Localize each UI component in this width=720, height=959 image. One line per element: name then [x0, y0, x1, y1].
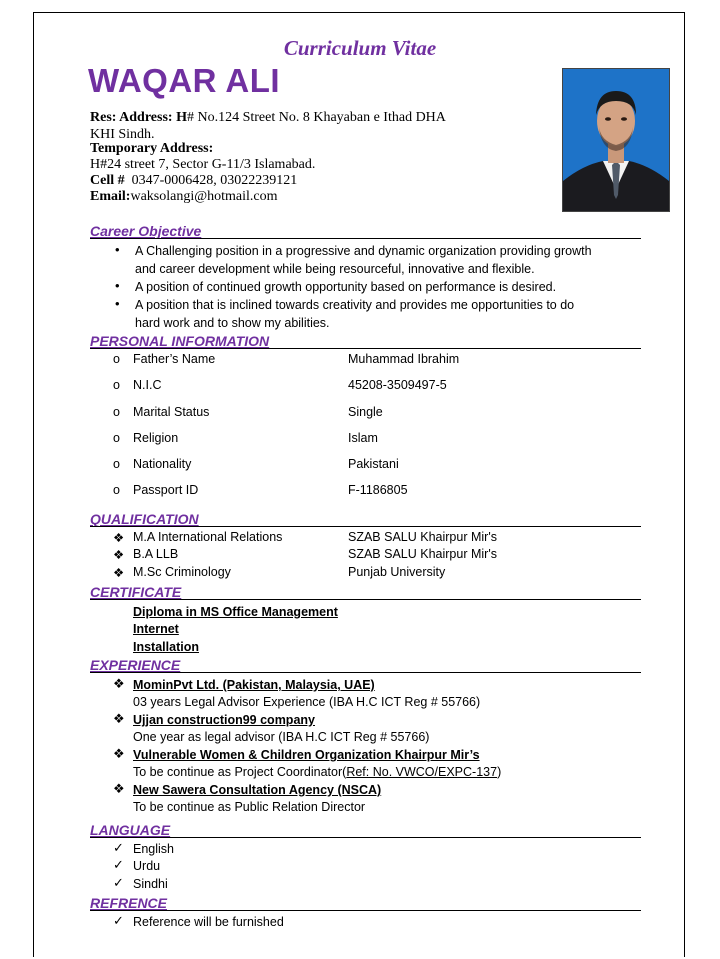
career-item-1-line-2: and career development while being resourceful, innovative and flexible. [135, 262, 535, 276]
personal-bullet: o [113, 483, 120, 497]
language-check-1: ✓ [113, 840, 124, 855]
personal-value: Single [348, 405, 383, 419]
qualification-degree: B.A LLB [133, 547, 179, 561]
personal-label: Father’s Name [133, 352, 216, 366]
career-bullet-2: • [115, 278, 120, 293]
qualification-degree: M.Sc Criminology [133, 565, 231, 579]
personal-info-heading: PERSONAL INFORMATION [90, 333, 270, 349]
personal-bullet: o [113, 457, 120, 471]
experience-org-4: New Sawera Consultation Agency (NSCA) [133, 783, 382, 797]
personal-bullet: o [113, 378, 120, 392]
career-objective-rule [90, 238, 641, 239]
res-address-value: # No.124 Street No. 8 Khayaban e Ithad DHA [186, 110, 446, 125]
personal-value: 45208-3509497-5 [348, 378, 447, 392]
qualification-institute: SZAB SALU Khairpur Mir's [348, 547, 497, 561]
language-item-1: English [133, 842, 174, 856]
reference-heading: REFRENCE [90, 895, 168, 911]
personal-label: Religion [133, 431, 179, 445]
portrait-image [563, 69, 669, 211]
personal-info-rule [90, 348, 641, 349]
reference-check-1: ✓ [113, 913, 124, 928]
cell-line [90, 172, 297, 189]
personal-label: Nationality [133, 457, 192, 471]
career-item-3-line-2: hard work and to show my abilities. [135, 316, 330, 330]
qualification-bullet: ❖ [113, 566, 125, 580]
career-bullet-3: • [115, 296, 120, 311]
language-heading: LANGUAGE [90, 822, 171, 838]
personal-value: F-1186805 [348, 483, 408, 497]
qualification-rule [90, 526, 641, 527]
cell-value: 0347-0006428, 03022239121 [131, 173, 298, 188]
personal-label: Marital Status [133, 405, 210, 419]
residential-address-line [90, 109, 446, 126]
qualification-institute: Punjab University [348, 565, 446, 579]
reference-rule [90, 910, 641, 911]
language-rule [90, 837, 641, 838]
personal-bullet: o [113, 431, 120, 445]
certificate-rule [90, 599, 641, 600]
language-check-3: ✓ [113, 875, 124, 890]
certificate-item-1: Diploma in MS Office Management [133, 605, 338, 619]
language-check-2: ✓ [113, 857, 124, 872]
personal-label: N.I.C [133, 378, 162, 392]
candidate-name: WAQAR ALI [88, 62, 281, 99]
temporary-address-label: Temporary Address: [90, 141, 214, 156]
experience-detail-4: To be continue as Public Relation Director [133, 800, 366, 814]
experience-bullet-1: ❖ [113, 676, 125, 691]
experience-heading: EXPERIENCE [90, 657, 181, 673]
personal-label: Passport ID [133, 483, 199, 497]
qualification-degree: M.A International Relations [133, 530, 283, 544]
experience-detail-2: One year as legal advisor (IBA H.C ICT Reg # 55766) [133, 730, 430, 744]
qualification-heading: QUALIFICATION [90, 511, 199, 527]
certificate-item-3: Installation [133, 640, 199, 654]
career-item-1-line-1: A Challenging position in a progressive and dynamic organization providing growth [135, 244, 592, 258]
qualification-bullet: ❖ [113, 531, 125, 545]
document-title: Curriculum Vitae [283, 36, 437, 60]
experience-detail-3: To be continue as Project Coordinator(Ref: No. VWCO/EXPC-137) [133, 765, 502, 779]
personal-bullet: o [113, 352, 120, 366]
res-address-label: Res: Address: H [90, 110, 187, 125]
personal-value: Islam [348, 431, 378, 445]
experience-org-2: Ujjan construction99 company [133, 713, 315, 727]
career-objective-heading: Career Objective [90, 223, 202, 239]
certificate-item-2: Internet [133, 622, 179, 636]
language-item-3: Sindhi [133, 877, 168, 891]
language-item-2: Urdu [133, 859, 161, 873]
personal-value: Pakistani [348, 457, 399, 471]
email-label: Email: [90, 189, 131, 204]
experience-bullet-4: ❖ [113, 781, 125, 796]
certificate-heading: CERTIFICATE [90, 584, 182, 600]
personal-bullet: o [113, 405, 120, 419]
temporary-address-value: H#24 street 7, Sector G-11/3 Islamabad. [90, 157, 316, 172]
career-item-2-line-1: A position of continued growth opportunity based on performance is desired. [135, 280, 557, 294]
career-bullet-1: • [115, 242, 120, 257]
experience-rule [90, 672, 641, 673]
cell-label: Cell # [90, 173, 125, 188]
career-item-3-line-1: A position that is inclined towards creativity and provides me opportunities to do [135, 298, 575, 312]
profile-photo [562, 68, 670, 212]
personal-value: Muhammad Ibrahim [348, 352, 460, 366]
reference-item-1: Reference will be furnished [133, 915, 284, 929]
email-value: waksolangi@hotmail.com [130, 189, 278, 204]
experience-org-1: MominPvt Ltd. (Pakistan, Malaysia, UAE) [133, 678, 375, 692]
experience-bullet-2: ❖ [113, 711, 125, 726]
email-line [90, 188, 278, 205]
experience-bullet-3: ❖ [113, 746, 125, 761]
experience-detail-1: 03 years Legal Advisor Experience (IBA H.C ICT Reg # 55766) [133, 695, 481, 709]
residential-address-line-2: KHI Sindh. [90, 127, 155, 142]
qualification-institute: SZAB SALU Khairpur Mir's [348, 530, 497, 544]
experience-ref-3: Ref: No. VWCO/EXPC-137 [346, 765, 498, 779]
qualification-bullet: ❖ [113, 548, 125, 562]
experience-org-3: Vulnerable Women & Children Organization Khairpur Mir’s [133, 748, 480, 762]
